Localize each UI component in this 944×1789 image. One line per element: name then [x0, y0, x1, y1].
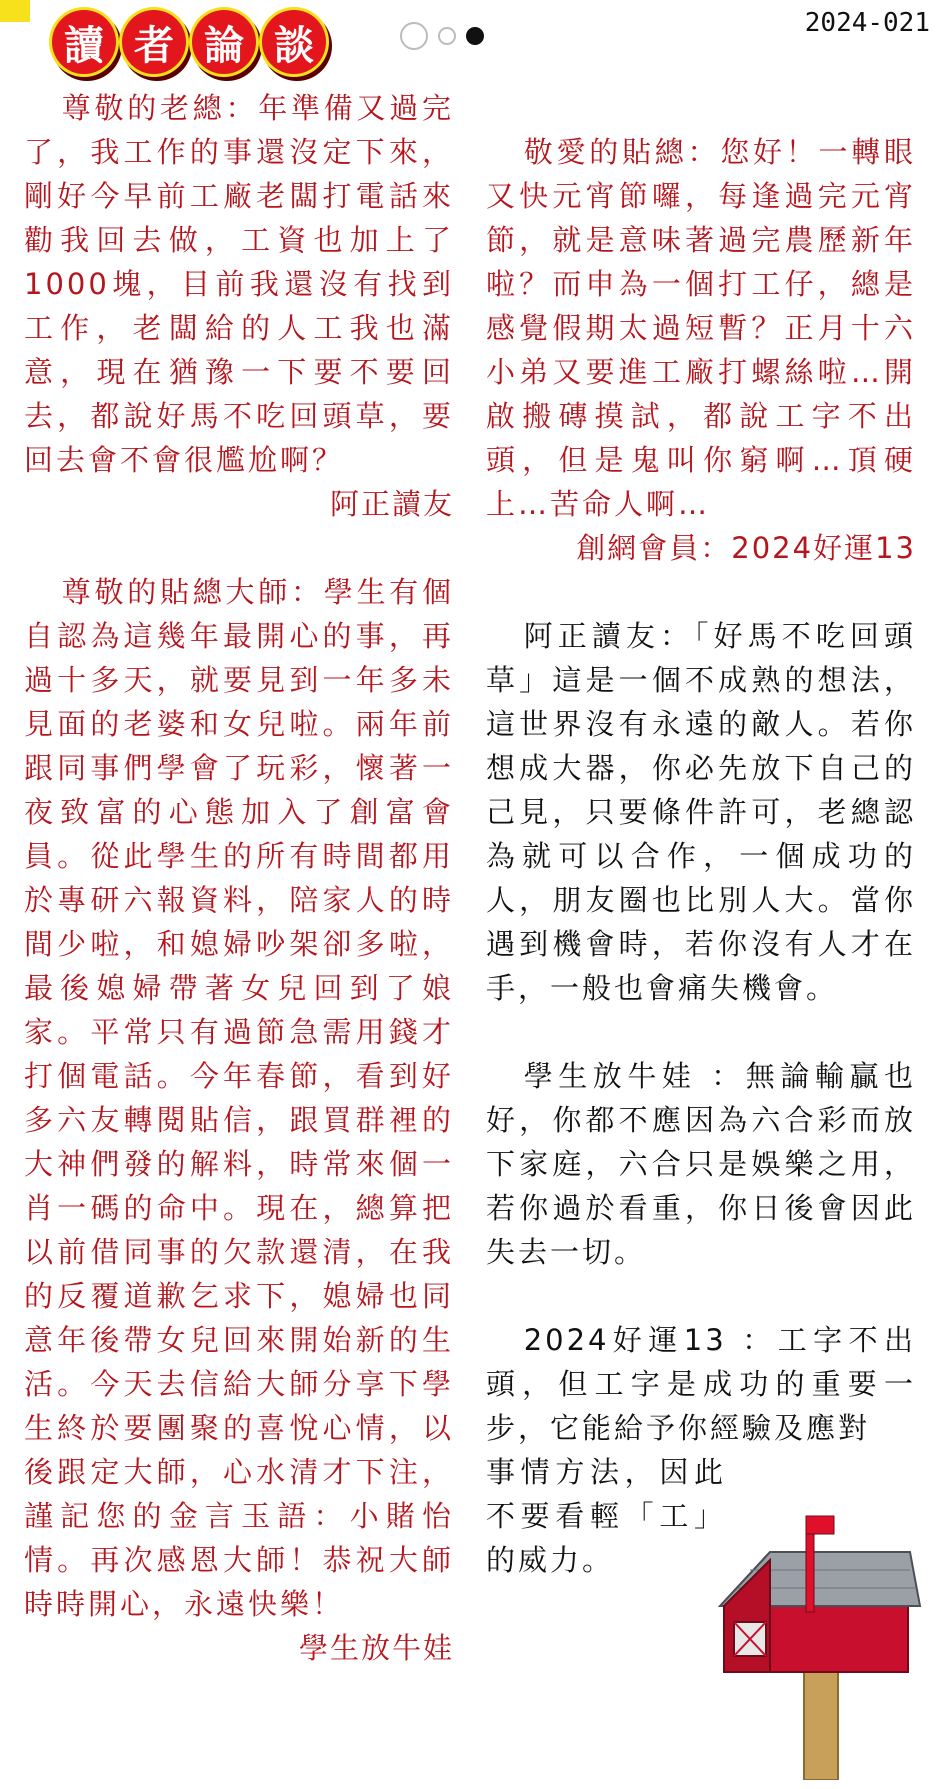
- letter-text: 敬愛的貼總：您好！一轉眼又快元宵節囉，每逢過完元宵節，就是意味著過完農歷新年啦？而申為一個打工仔，總是感覺假期太過短暫？正月十六小弟又要進工廠打螺絲啦…開啟搬磚摸試，都說工字不出頭，但是鬼叫你窮啊…頂硬上…苦命人啊…: [486, 135, 916, 521]
- left-column: [24, 86, 454, 1670]
- letter-signature: 阿正讀友: [329, 487, 454, 521]
- header-accent-strip: [0, 0, 30, 22]
- reply-text: 學生放牛娃 ：無論輸贏也好，你都不應因為六合彩而放下家庭，六合只是娛樂之用，若你過於看重，你日後會因此失去一切。: [486, 1059, 916, 1269]
- reply-text-continued: 事情方法，因此不要看輕「工」的威力。: [486, 1455, 726, 1577]
- reply-text: 2024好運13 ：工字不出頭，但工字是成功的重要一步，它能給予你經驗及應對: [486, 1323, 916, 1445]
- decorative-dots: [400, 22, 484, 50]
- letter-block: [486, 130, 916, 570]
- circle-outline-icon: [400, 22, 428, 50]
- letter-text: 尊敬的老總：年準備又過完了，我工作的事還沒定下來，剛好今早前工廠老闆打電話來勸我回去做，工資也加上了1000塊，目前我還沒有找到工作，老闆給的人工我也滿意，現在猶豫一下要不要回去，都說好馬不吃回頭草，要回去會不會很尷尬啊？: [24, 91, 454, 477]
- title-char: 談: [262, 10, 326, 74]
- issue-number: 2024-021: [804, 8, 930, 38]
- reply-block: [486, 614, 916, 1010]
- section-title: [52, 10, 326, 74]
- mailbox-icon: [710, 1510, 930, 1780]
- title-char: 讀: [52, 10, 116, 74]
- reply-block: [486, 1054, 916, 1274]
- letter-signature: 學生放牛娃: [298, 1631, 454, 1665]
- letter-block: [24, 86, 454, 526]
- title-char: 者: [122, 10, 186, 74]
- letter-text: 尊敬的貼總大師：學生有個自認為這幾年最開心的事，再過十多天，就要見到一年多未見面的老婆和女兒啦。兩年前跟同事們學會了玩彩，懷著一夜致富的心態加入了創富會員。從此學生的所有時間都用於專研六報資料，陪家人的時間少啦，和媳婦吵架卻多啦，最後媳婦帶著女兒回到了娘家。平常只有過節急需用錢才打個電話。今年春節，看到好多六友轉閱貼信，跟買群裡的大神們發的解料，時常來個一肖一碼的命中。現在，總算把以前借同事的欠款還清，在我的反覆道歉乞求下，媳婦也同意年後帶女兒回來開始新的生活。今天去信給大師分享下學生終於要團聚的喜悅心情，以後跟定大師，心水清才下注，謹記您的金言玉語：小賭怡情。再次感恩大師！恭祝大師時時開心，永遠快樂！: [24, 575, 454, 1621]
- circle-outline-small-icon: [438, 27, 456, 45]
- letter-signature: 創網會員：2024好運13: [576, 531, 916, 565]
- circle-filled-icon: [466, 27, 484, 45]
- reply-text: 阿正讀友：「好馬不吃回頭草」這是一個不成熟的想法，這世界沒有永遠的敵人。若你想成大器，你必先放下自己的己見，只要條件許可，老總認為就可以合作，一個成功的人，朋友圈也比別人大。當你遇到機會時，若你沒有人才在手，一般也會痛失機會。: [486, 619, 916, 1005]
- letter-block: [24, 570, 454, 1670]
- title-char: 論: [192, 10, 256, 74]
- right-column: [486, 86, 916, 1582]
